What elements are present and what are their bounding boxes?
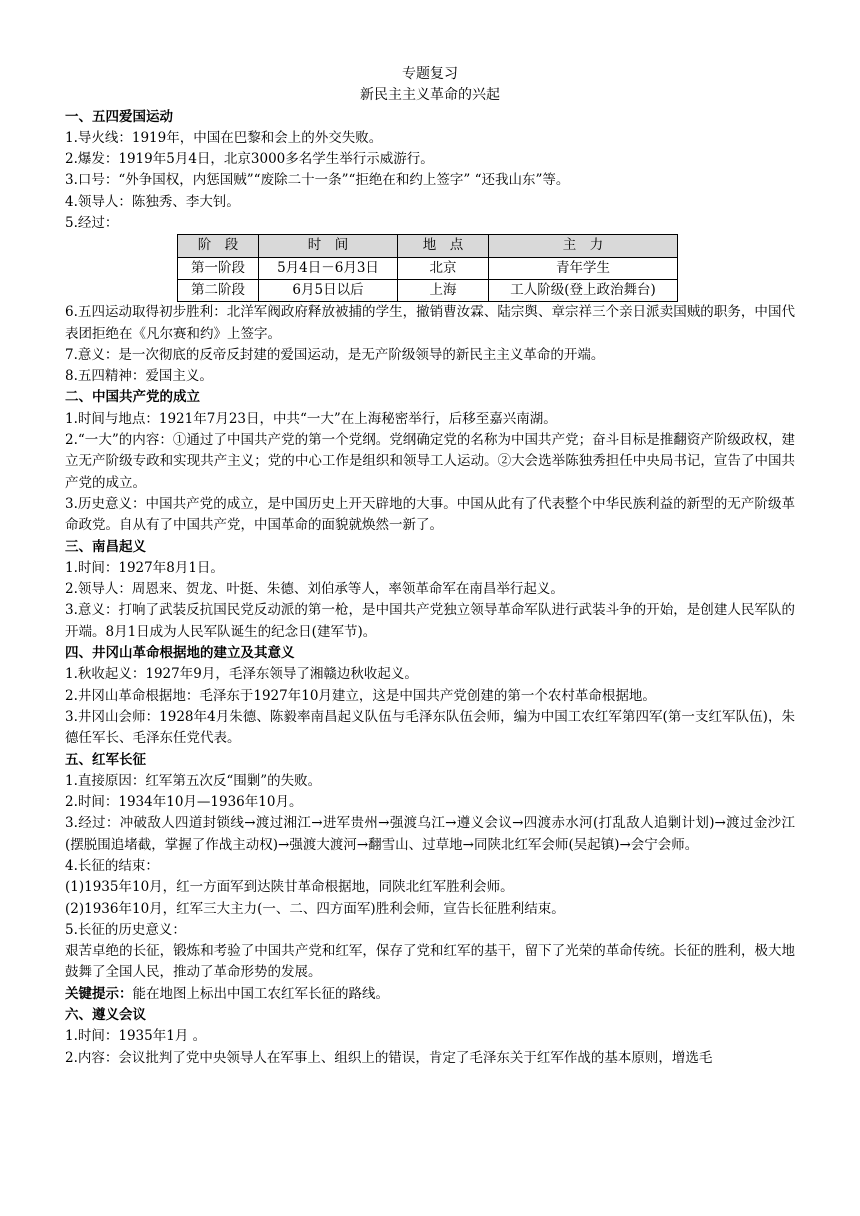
paragraph: 2.时间：1934年10月—1936年10月。 — [65, 794, 303, 811]
paragraph: 1.时间与地点：1921年7月23日，中共“一大”在上海秘密举行，后移至嘉兴南湖。 — [65, 410, 557, 427]
paragraph: 1.直接原因：红军第五次反“围剿”的失败。 — [65, 772, 322, 789]
paragraph: 2.领导人：周恩来、贺龙、叶挺、朱德、刘伯承等人，率领革命军在南昌举行起义。 — [65, 581, 564, 598]
paragraph: (1)1935年10月，红一方面军到达陕甘革命根据地，同陕北红军胜利会师。 — [65, 879, 514, 896]
document-page — [65, 64, 795, 1069]
section-heading-may-fourth: 一、五四爱国运动 — [65, 108, 173, 125]
paragraph: 3.意义：打响了武装反抗国民党反动派的第一枪，是中国共产党独立领导革命军队进行武装斗争的开始，是创建人民军队的开端。8月1日成为人民军队诞生的纪念日(建军节)。 — [65, 602, 795, 640]
paragraph: 1.导火线：1919年，中国在巴黎和会上的外交失败。 — [65, 129, 383, 146]
paragraph: 1.时间：1935年1月 。 — [65, 1028, 207, 1045]
paragraph: 7.意义：是一次彻底的反帝反封建的爱国运动，是无产阶级领导的新民主主义革命的开端。 — [65, 346, 605, 363]
paragraph: 2.井冈山革命根据地：毛泽东于1927年10月建立，这是中国共产党创建的第一个农村革命根据地。 — [65, 687, 656, 704]
paragraph: 1.时间：1927年8月1日。 — [65, 559, 224, 576]
paragraph: 3.井冈山会师：1928年4月朱德、陈毅率南昌起义队伍与毛泽东队伍会师，编为中国工农红军第四军(第一支红军队伍)，朱德任军长、毛泽东任党代表。 — [65, 708, 795, 747]
paragraph: (2)1936年10月，红军三大主力(一、二、四方面军)胜利会师，宣告长征胜利结束。 — [65, 900, 565, 917]
section-heading-long-march: 五、红军长征 — [65, 751, 146, 768]
paragraph: 3.口号：“外争国权，内惩国贼”“废除二十一条”“拒绝在和约上签字” “还我山东”等。 — [65, 172, 570, 189]
paragraph: 1.秋收起义：1927年9月，毛泽东领导了湘赣边秋收起义。 — [65, 666, 418, 683]
table-cell: 工人阶级(登上政治舞台) — [489, 279, 678, 301]
table-cell: 第一阶段 — [178, 257, 259, 279]
paragraph: 5.经过： — [65, 215, 119, 232]
table-cell: 5月4日－6月3日 — [259, 257, 398, 279]
paragraph: 2.“一大”的内容：①通过了中国共产党的第一个党纲。党纲确定党的名称为中国共产党；奋斗目标是推翻资产阶级政权，建立无产阶级专政和实现共产主义；党的中心工作是组织和领导工人运动。②大会选举陈独秀担任中央局书记，宣告了中国共产党的成立。 — [65, 432, 795, 491]
section-heading-ccp-founding: 二、中国共产党的成立 — [65, 389, 200, 406]
paragraph: 4.领导人：陈独秀、李大钊。 — [65, 193, 240, 210]
stages-table — [177, 234, 678, 302]
table-header-cell: 主 力 — [489, 235, 678, 257]
key-tip — [65, 984, 795, 1005]
paragraph: 8.五四精神：爱国主义。 — [65, 368, 213, 385]
table-cell: 青年学生 — [489, 257, 678, 279]
table-header-cell: 阶 段 — [178, 235, 259, 257]
table-header-row — [178, 235, 678, 257]
section-heading-jinggangshan: 四、井冈山革命根据地的建立及其意义 — [65, 645, 295, 662]
paragraph: 艰苦卓绝的长征，锻炼和考验了中国共产党和红军，保存了党和红军的基干，留下了光荣的革命传统。长征的胜利，极大地鼓舞了全国人民，推动了革命形势的发展。 — [65, 943, 795, 981]
paragraph: 3.经过：冲破敌人四道封锁线→渡过湘江→进军贵州→强渡乌江→遵义会议→四渡赤水河(打乱敌人追剿计划)→渡过金沙江(摆脱围追堵截，掌握了作战主动权)→强渡大渡河→翻雪山、过草地→同陕北红军会师(吴起镇)→会宁会师。 — [65, 815, 795, 853]
document-title: 专题复习 — [402, 66, 458, 82]
table-cell: 北京 — [398, 257, 489, 279]
paragraph: 2.爆发：1919年5月4日，北京3000多名学生举行示威游行。 — [65, 151, 434, 168]
paragraph: 5.长征的历史意义： — [65, 921, 186, 938]
section-heading-zunyi-conference: 六、遵义会议 — [65, 1007, 146, 1024]
paragraph: 2.内容：会议批判了党中央领导人在军事上、组织上的错误，肯定了毛泽东关于红军作战的基本原则，增选毛 — [65, 1049, 713, 1066]
paragraph: 4.长征的结束： — [65, 857, 159, 874]
table-row — [178, 279, 678, 301]
paragraph: 6.五四运动取得初步胜利：北洋军阀政府释放被捕的学生，撤销曹汝霖、陆宗舆、章宗祥三个亲日派卖国贼的职务，中国代表团拒绝在《凡尔赛和约》上签字。 — [65, 304, 795, 342]
table-cell: 上海 — [398, 279, 489, 301]
table-cell: 6月5日以后 — [259, 279, 398, 301]
key-tip-label: 关键提示： — [65, 985, 133, 1002]
table-row — [178, 257, 678, 279]
section-heading-nanchang-uprising: 三、南昌起义 — [65, 538, 146, 555]
paragraph: 3.历史意义：中国共产党的成立，是中国历史上开天辟地的大事。中国从此有了代表整个中华民族利益的新型的无产阶级革命政党。自从有了中国共产党，中国革命的面貌就焕然一新了。 — [65, 495, 795, 534]
table-cell: 第二阶段 — [178, 279, 259, 301]
document-subtitle: 新民主主义革命的兴起 — [360, 87, 500, 104]
table-header-cell: 时 间 — [259, 235, 398, 257]
key-tip-text: 能在地图上标出中国工农红军长征的路线。 — [132, 985, 389, 1002]
table-header-cell: 地 点 — [398, 235, 489, 257]
